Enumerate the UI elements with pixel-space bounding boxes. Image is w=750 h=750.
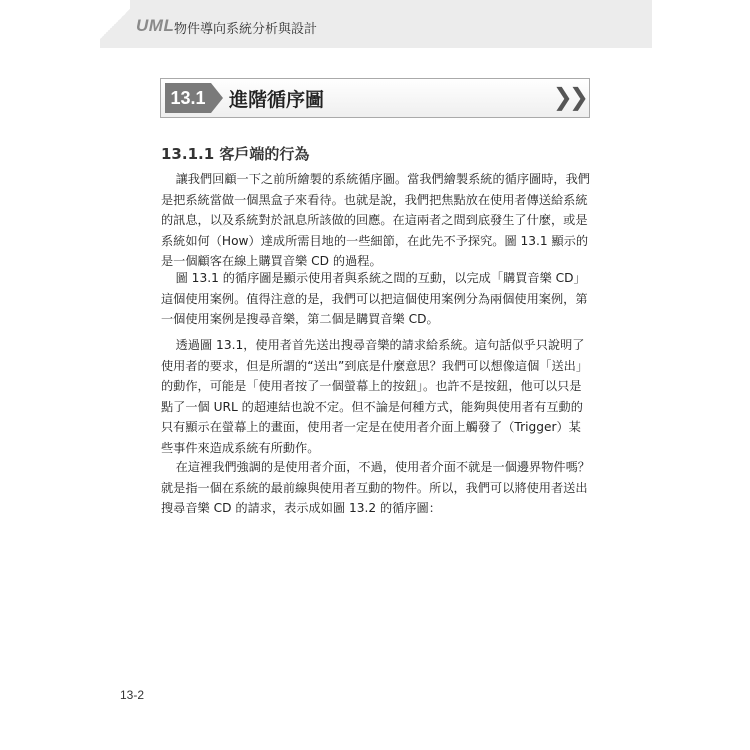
section-title: 進階循序圖 bbox=[229, 89, 325, 111]
header-tab-decoration bbox=[100, 0, 130, 48]
section-arrow-icon bbox=[211, 83, 223, 113]
paragraph-1: 讓我們回顧一下之前所繪製的系統循序圖。當我們繪製系統的循序圖時，我們是把系統當做一個黑盒子來看待。也就是說，我們把焦點放在使用者傳送給系統的訊息，以及系統對於訊息所該做的回應。在這兩者之間到底發生了什麼，或是系統如何（How）達成所需目地的一些細節，在此先不予探究。圖 13.1 顯示的是一個顧客在線上購買音樂 CD 的過程。 bbox=[161, 172, 590, 268]
paragraph-4: 在這裡我們強調的是使用者介面，不過，使用者介面不就是一個邊界物件嗎？就是指一個在系統的最前線與使用者互動的物件。所以，我們可以將使用者送出搜尋音樂 CD 的請求，表示成如圖 13.2 的循序圖： bbox=[161, 460, 590, 515]
subsection-heading: 13.1.1 客戶端的行為 bbox=[161, 145, 310, 163]
header-brand: UML bbox=[136, 16, 175, 35]
page-number: 13-2 bbox=[120, 688, 145, 702]
section-number: 13.1 bbox=[165, 83, 211, 113]
paragraph-3: 透過圖 13.1，使用者首先送出搜尋音樂的請求給系統。這句話似乎只說明了使用者的要求，但是所謂的“送出”到底是什麼意思？我們可以想像這個「送出」的動作，可能是「使用者按了一個螢幕上的按鈕」。也許不是按鈕，他可以只是點了一個 URL 的超連結也說不定。但不論是何種方式，能夠與使用者有互動的只有顯示在螢幕上的畫面，使用者一定是在使用者介面上觸發了（Trigger）某些事件來造成系統有所動作。 bbox=[161, 338, 589, 455]
section-heading-bar bbox=[160, 78, 590, 118]
double-chevron-icon: ❯❯ bbox=[552, 83, 585, 111]
paragraph-2: 圖 13.1 的循序圖是顯示使用者與系統之間的互動，以完成「購買音樂 CD」這個使用案例。值得注意的是，我們可以把這個使用案例分為兩個使用案例，第一個使用案例是搜尋音樂，第二個是購買音樂 CD。 bbox=[161, 271, 588, 326]
header-book-title: 物件導向系統分析與設計 bbox=[174, 22, 318, 37]
